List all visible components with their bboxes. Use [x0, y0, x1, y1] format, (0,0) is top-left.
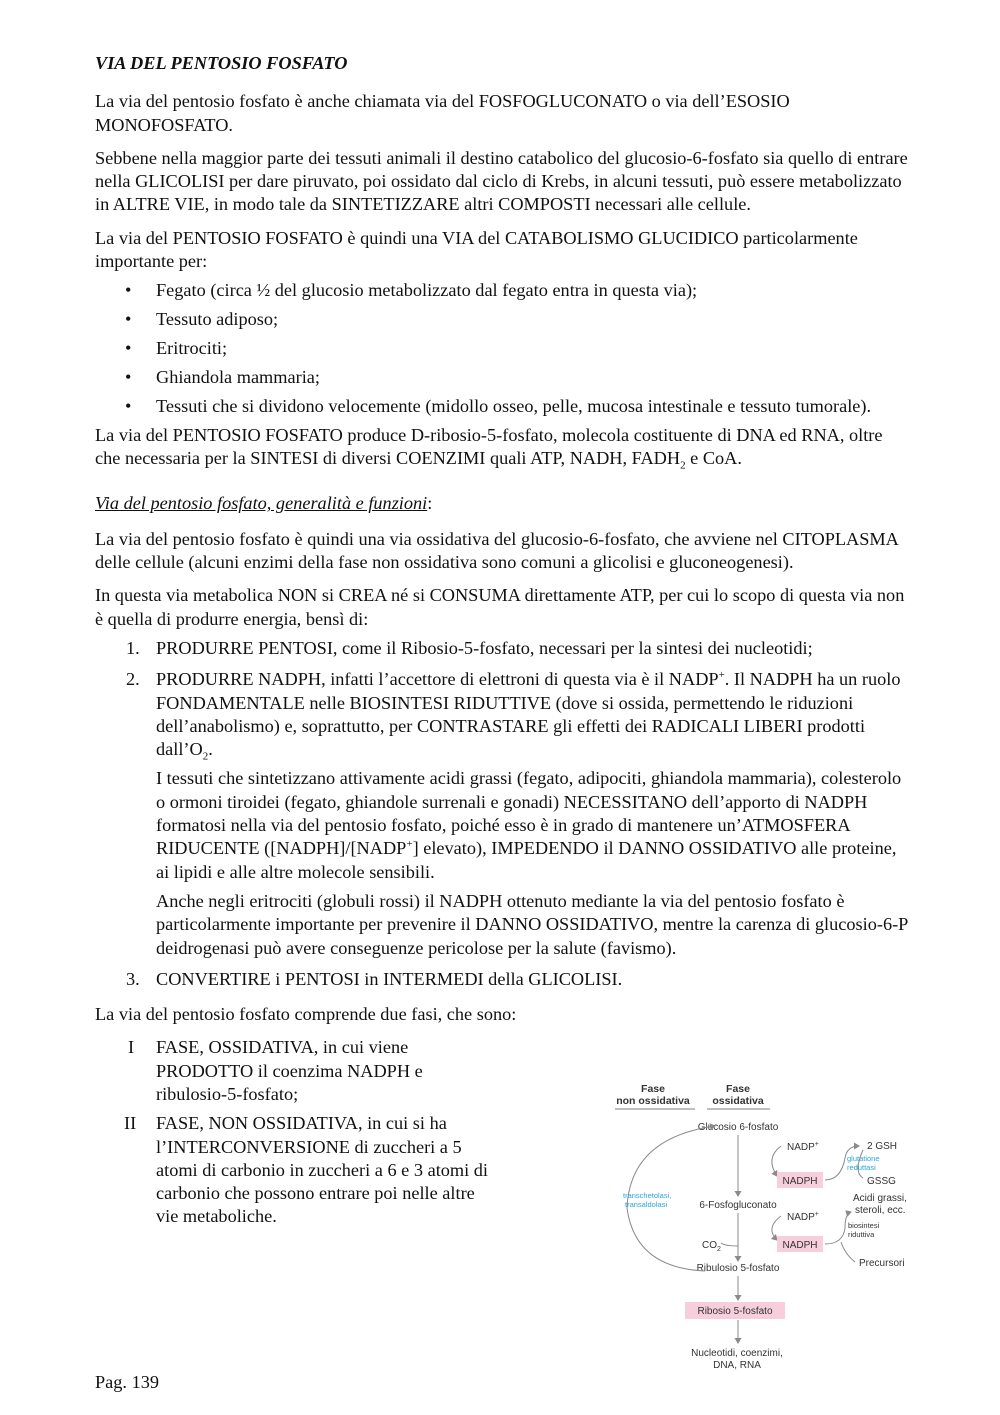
page-number: Pag. 139: [95, 1372, 159, 1392]
paragraph-importance: La via del PENTOSIO FOSFATO è quindi una VIA del CATABOLISMO GLUCIDICO particolarmente importante per:: [95, 227, 858, 272]
label-nadph-1: NADPH: [782, 1176, 818, 1187]
paragraph-citoplasma: La via del pentosio fosfato è quindi una via ossidativa del glucosio-6-fosfato, che avviene nel CITOPLASMA delle cellule (alcuni enzimi della fase non ossidativa sono comuni a glicolisi e gluconeogenesi).: [95, 528, 898, 573]
label-nadp-1: NADP+: [787, 1141, 819, 1153]
list-item: • Ghiandola mammaria;: [95, 366, 910, 389]
list-item: 3. CONVERTIRE i PENTOSI in INTERMEDI della GLICOLISI.: [126, 968, 623, 989]
diagram-svg: [605, 1078, 915, 1378]
label-nadp-2: NADP+: [787, 1211, 819, 1223]
label-precursori: Precursori: [859, 1258, 905, 1269]
bullet-marker: •: [125, 337, 132, 358]
label-transchetolasi-l1: transchetolasi,: [623, 1191, 672, 1200]
label-biosintesi-l2: riduttiva: [848, 1230, 875, 1239]
tissue-list: [95, 279, 910, 417]
paragraph-atp: In questa via metabolica NON si CREA né si CONSUMA direttamente ATP, per cui lo scopo di questa via non è quella di produrre energia, bensì di:: [95, 585, 905, 629]
node-ribulosio-5-fosfato: Ribulosio 5-fosfato: [696, 1263, 780, 1274]
list-item: • Tessuti che si dividono velocemente (midollo osseo, pelle, mucosa intestinale e tessuto tumorale).: [95, 395, 910, 418]
label-co2: $CO_2$: [702, 1240, 721, 1253]
label-acidi-grassi-l1: Acidi grassi,: [853, 1193, 907, 1204]
header-non-ossidativa-l1: Fase: [641, 1083, 665, 1095]
bullet-marker: •: [125, 395, 132, 416]
node-nucleotidi-l2: DNA, RNA: [713, 1360, 761, 1371]
label-glutatione-l1: glutatione: [847, 1154, 880, 1163]
bullet-marker: •: [125, 366, 132, 387]
node-glucosio-6-fosfato: Glucosio 6-fosfato: [697, 1122, 779, 1133]
pentose-pathway-diagram: [605, 1078, 915, 1378]
paragraph-intro: La via del pentosio fosfato è anche chiamata via del FOSFOGLUCONATO o via dell’ESOSIO MONOFOSFATO.: [95, 91, 790, 135]
node-nucleotidi-l1: Nucleotidi, coenzimi,: [691, 1348, 783, 1359]
label-transchetolasi-l2: transaldolasi: [625, 1200, 668, 1209]
bullet-marker: •: [125, 280, 132, 301]
label-glutatione-l2: reduttasi: [847, 1163, 876, 1172]
paragraph-produces: La via del PENTOSIO FOSFATO produce D-ribosio-5-fosfato, molecola costituente di DNA ed RNA, oltre che necessaria per la SINTESI di diversi COENZIMI quali ATP, NADH, $FADH_2$ e CoA.: [95, 424, 883, 472]
node-ribosio-5-fosfato: Ribosio 5-fosfato: [697, 1306, 773, 1317]
paragraph-phases: La via del pentosio fosfato comprende due fasi, che sono:: [95, 1004, 517, 1025]
list-item: • Eritrociti;: [95, 337, 910, 360]
node-6-fosfogluconato: 6-Fosfogluconato: [699, 1200, 777, 1211]
list-item: II FASE, NON OSSIDATIVA, in cui si ha l’INTERCONVERSIONE di zuccheri a 5 atomi di carbonio in zuccheri a 6 e 3 atomi di carbonio che possono entrare poi nelle altre vie metaboliche.: [124, 1113, 488, 1227]
header-ossidativa-l2: ossidativa: [712, 1095, 764, 1107]
paragraph-eritrociti: Anche negli eritrociti (globuli rossi) il NADPH ottenuto mediante la via del pentosio fosfato è particolarmente importante per prevenire il DANNO OSSIDATIVO, mentre la carenza di glucosio-6-P deidrogenasi può avere conseguenze pericolose per la salute (favismo).: [156, 890, 908, 958]
label-nadph-2: NADPH: [782, 1240, 818, 1251]
list-item: • Fegato (circa ½ del glucosio metabolizzato dal fegato entra in questa via);: [95, 279, 910, 302]
bullet-marker: •: [125, 309, 132, 330]
purpose-list: [95, 637, 910, 991]
section-heading: Via del pentosio fosfato, generalità e funzioni:: [95, 493, 433, 514]
label-acidi-grassi-l2: steroli, ecc.: [855, 1205, 906, 1216]
header-ossidativa-l1: Fase: [726, 1083, 750, 1095]
label-biosintesi-l1: biosintesi: [848, 1221, 880, 1230]
header-non-ossidativa-l2: non ossidativa: [616, 1095, 690, 1107]
paragraph-tessuti: I tessuti che sintetizzano attivamente acidi grassi (fegato, adipociti, ghiandola mammaria), colesterolo o ormoni tiroidei (fegato, ghiandole surrenali e gonadi) NECESSITANO dell’apporto di NADPH formatosi nella via del pentosio fosfato, poiché esso è in grado di mantenere un’ATMOSFERA RIDUCENTE ([NADPH]/[NADP+] elevato), IMPEDENDO il DANNO OSSIDATIVO alle proteine, ai lipidi e alle altre molecole sensibili.: [156, 768, 902, 882]
list-item: 2. PRODURRE NADPH, infatti l’accettore di elettroni di questa via è il NADP+. Il NADPH ha un ruolo FONDAMENTALE nelle BIOSINTESI RIDUTTIVE (dove si ossida, permettendo le riduzioni dell’anabolismo) e, soprattutto, per CONTRASTARE gli effetti dei RADICALI LIBERI prodotti $dall’O_2$. I tessuti che sintetizzano attivamente acidi grassi (fegato, adipociti, ghiandola mammaria), colesterolo o ormoni tiroidei (fegato, ghiandole surrenali e gonadi) NECESSITANO dell’apporto di NADPH formatosi nella via del pentosio fosfato, poiché esso è in grado di mantenere un’ATMOSFERA RIDUCENTE ([NADPH]/[NADP+] elevato), IMPEDENDO il DANNO OSSIDATIVO alle proteine, ai lipidi e alle altre molecole sensibili. Anche negli eritrociti (globuli rossi) il NADPH ottenuto mediante la via del pentosio fosfato è particolarmente importante per prevenire il DANNO OSSIDATIVO, mentre la carenza di glucosio-6-P deidrogenasi può avere conseguenze pericolose per la salute (favismo).: [95, 668, 910, 960]
list-item: 1. PRODURRE PENTOSI, come il Ribosio-5-fosfato, necessari per la sintesi dei nucleotidi;: [126, 637, 813, 658]
page-title: VIA DEL PENTOSIO FOSFATO: [95, 53, 348, 73]
phases-list: [95, 1036, 595, 1228]
list-item: • Tessuto adiposo;: [95, 308, 910, 331]
label-2-gsh: 2 GSH: [867, 1141, 898, 1152]
paragraph-destino: Sebbene nella maggior parte dei tessuti animali il destino catabolico del glucosio-6-fosfato sia quello di entrare nella GLICOLISI per dare piruvato, poi ossidato dal ciclo di Krebs, in alcuni tessuti, può essere metabolizzato in ALTRE VIE, in modo tale da SINTETIZZARE altri COMPOSTI necessari alle cellule.: [95, 147, 908, 215]
list-item: I FASE, OSSIDATIVA, in cui viene PRODOTTO il coenzima NADPH e ribulosio-5-fosfato;: [128, 1037, 423, 1104]
label-gssg: GSSG: [867, 1176, 896, 1187]
